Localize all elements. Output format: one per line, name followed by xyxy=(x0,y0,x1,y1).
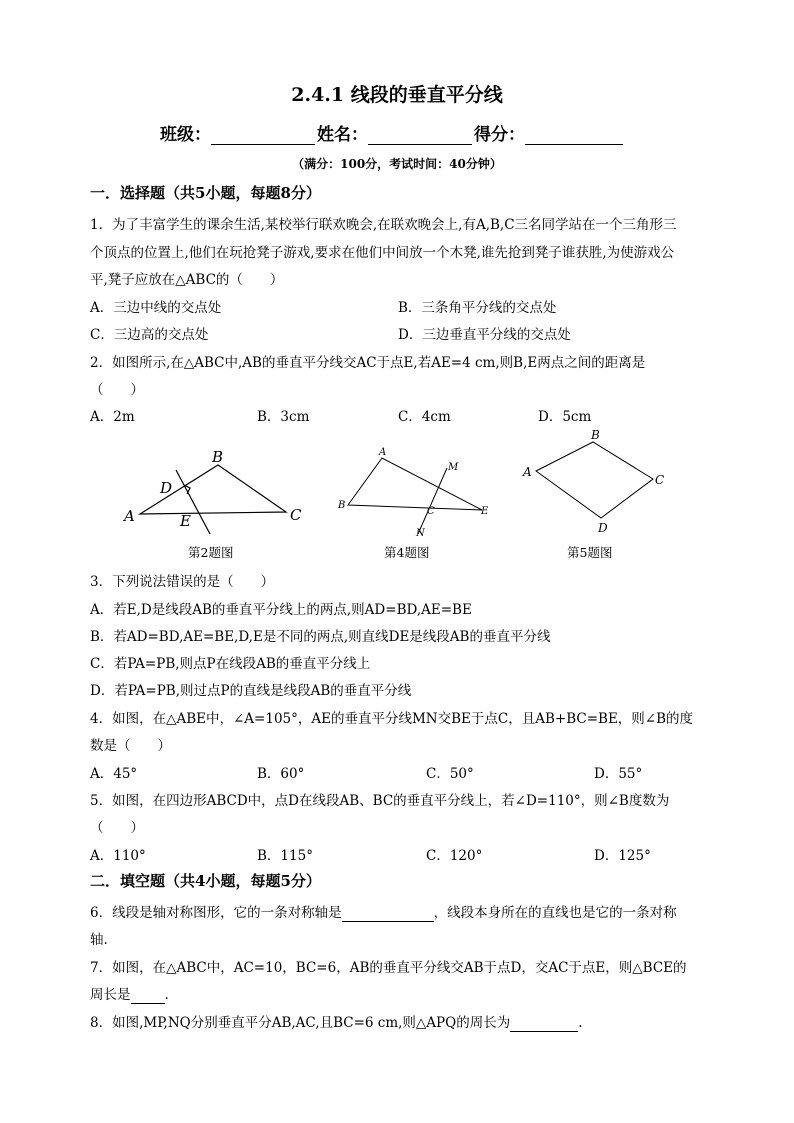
q1-line-3: 平,凳子应放在△ABC的（ ） xyxy=(90,272,284,288)
fig5-label-b: B xyxy=(591,428,600,442)
q7-line-2 xyxy=(90,983,169,1004)
fig5-label-c: C xyxy=(655,473,665,487)
fig4-line-mn xyxy=(418,468,447,534)
section-choice-heading: 一．选择题（共5小题，每题8分） xyxy=(90,184,321,202)
q5-line-1: 5．如图，在四边形ABCD中，点D在线段AB、BC的垂直平分线上，若∠D=110°，则∠B度数为 xyxy=(90,793,670,809)
fig5-quadrilateral xyxy=(536,442,653,518)
q6-answer-blank[interactable] xyxy=(342,905,434,922)
q4-option-b: B．60° xyxy=(257,766,305,782)
name-blank[interactable] xyxy=(368,126,472,145)
exam-subtitle: （满分：100分，考试时间：40分钟） xyxy=(292,157,502,171)
q5-option-c: C．120° xyxy=(426,848,483,864)
score-label: 得分： xyxy=(474,125,525,145)
page-title: 2.4.1 线段的垂直平分线 xyxy=(291,84,503,106)
q3-option-a: A．若E,D是线段AB的垂直平分线上的两点,则AD=BD,AE=BE xyxy=(90,602,472,618)
q6-text-b: ，线段本身所在的直线也是它的一条对称 xyxy=(433,905,677,921)
q4-line-2: 数是（ ） xyxy=(90,738,171,754)
q3-option-d: D．若PA=PB,则过点P的直线是线段AB的垂直平分线 xyxy=(90,683,412,699)
q2-option-c: C．4cm xyxy=(398,409,451,425)
fig4-triangle xyxy=(348,458,482,510)
fig4-label-a: A xyxy=(379,447,387,458)
q1-line-1: 1．为了丰富学生的课余生活,某校举行联欢晚会,在联欢晚会上,有A,B,C三名同学站在一个三角形三 xyxy=(90,217,677,233)
fig5-label-d: D xyxy=(598,521,608,535)
q1-option-c: C．三边高的交点处 xyxy=(90,327,209,343)
q5-option-d: D．125° xyxy=(594,848,651,864)
fig2-label-c: C xyxy=(290,506,302,524)
figure-4-caption: 第4题图 xyxy=(384,545,430,560)
name-label: 姓名： xyxy=(317,125,368,145)
fig2-label-b: B xyxy=(212,448,224,466)
q5-option-a: A．110° xyxy=(90,848,146,864)
q8-text-b: . xyxy=(578,1015,583,1031)
q1-option-b: B．三条角平分线的交点处 xyxy=(398,300,557,316)
fig4-label-b: B xyxy=(338,500,346,511)
q2-option-d: D．5cm xyxy=(538,409,592,425)
fig2-label-d: D xyxy=(160,479,173,497)
q5-option-b: B．115° xyxy=(257,848,313,864)
q2-option-b: B．3cm xyxy=(257,409,310,425)
q5-line-2: （ ） xyxy=(90,820,144,836)
q8-text-a: 8．如图,MP,NQ分别垂直平分AB,AC,且BC=6 cm,则△APQ的周长为 xyxy=(90,1015,511,1031)
fig5-label-a: A xyxy=(523,465,532,479)
class-blank[interactable] xyxy=(211,126,315,145)
figure-5-diagram xyxy=(518,426,673,538)
figure-2-diagram xyxy=(118,440,318,540)
q1-line-2: 个顶点的位置上,他们在玩抢凳子游戏,要求在他们中间放一个木凳,谁先抢到凳子谁获胜,为使游戏公 xyxy=(90,245,675,261)
q2-line-1: 2．如图所示,在△ABC中,AB的垂直平分线交AC于点E,若AE=4 cm,则B,E两点之间的距离是 xyxy=(90,355,646,371)
q8-line-1 xyxy=(90,1011,583,1032)
q4-option-d: D．55° xyxy=(594,766,643,782)
q2-line-2: （ ） xyxy=(90,382,144,398)
fig4-label-n: N xyxy=(416,528,425,539)
figure-4-diagram xyxy=(334,440,494,540)
fig4-label-c: C xyxy=(427,506,435,517)
q1-option-d: D．三边垂直平分线的交点处 xyxy=(398,327,571,343)
q6-line-1 xyxy=(90,901,677,922)
q6-line-2: 轴. xyxy=(90,932,108,948)
q7-line-1: 7．如图，在△ABC中，AC=10，BC=6，AB的垂直平分线交AB于点D，交AC于点E，则△BCE的 xyxy=(90,960,687,976)
q4-option-c: C．50° xyxy=(426,766,474,782)
q1-option-a: A．三边中线的交点处 xyxy=(90,300,222,316)
q4-option-a: A．45° xyxy=(90,766,138,782)
fig4-label-m: M xyxy=(448,462,459,473)
section-fill-heading: 二．填空题（共4小题，每题5分） xyxy=(90,872,321,890)
class-label: 班级： xyxy=(160,125,211,145)
q6-text-a: 6．线段是轴对称图形，它的一条对称轴是 xyxy=(90,905,342,921)
figure-2-caption: 第2题图 xyxy=(188,545,234,560)
figure-5-caption: 第5题图 xyxy=(567,545,613,560)
q7-text-a: 周长是 xyxy=(90,987,131,1003)
q7-text-b: . xyxy=(164,987,169,1003)
q4-line-1: 4．如图，在△ABE中，∠A=105°，AE的垂直平分线MN交BE于点C，且AB+BC=BE，则∠B的度 xyxy=(90,711,694,727)
score-blank[interactable] xyxy=(525,126,623,145)
fig2-label-a: A xyxy=(124,507,135,525)
q3-option-c: C．若PA=PB,则点P在线段AB的垂直平分线上 xyxy=(90,656,371,672)
fig4-label-e: E xyxy=(481,506,489,517)
fig2-label-e: E xyxy=(180,512,191,530)
q3-line-1: 3．下列说法错误的是（ ） xyxy=(90,574,275,590)
q3-option-b: B．若AD=BD,AE=BE,D,E是不同的两点,则直线DE是线段AB的垂直平分线 xyxy=(90,629,551,645)
q2-option-a: A．2m xyxy=(90,409,135,425)
q7-answer-blank[interactable] xyxy=(131,987,165,1004)
q8-answer-blank[interactable] xyxy=(510,1015,578,1032)
student-info-row xyxy=(160,120,625,145)
